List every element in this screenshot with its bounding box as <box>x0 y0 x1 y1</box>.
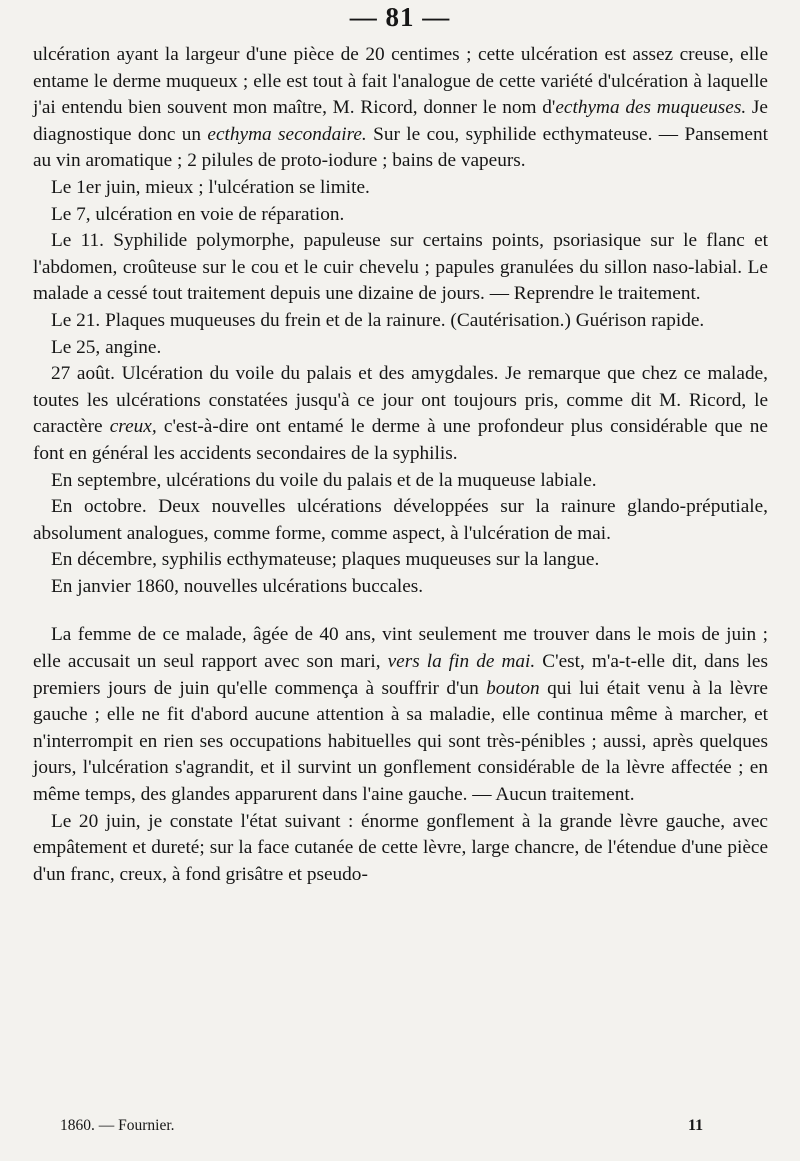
text-run: ulcération ayant la largeur d'une pièce de 20 centimes ; cette ulcération est assez creuse, elle entame le derme muqueux ; elle est tout à fait l'analogue de cette variété d'ulcération à laquelle j'ai entendu bien souvent mon maître, M. Ricord, donner le nom d' <box>33 44 768 119</box>
paragraph <box>33 228 768 308</box>
text-run: En octobre. Deux nouvelles ulcérations développées sur la rainure glando-préputiale, absolument analogues, comme forme, comme aspect, à l'ulcération de mai. <box>33 496 768 544</box>
text-run: Le 1er juin, mieux ; l'ulcération se limite. <box>51 176 370 198</box>
paragraph <box>33 202 768 229</box>
text-run: Le 11. Syphilide polymorphe, papuleuse sur certains points, psoriasique sur le flanc et l'abdomen, croûteuse sur le cou et le cuir chevelu ; papules granulées du sillon naso-labial. Le malade a cessé tout traitement depuis une dizaine de jours. — Reprendre le traitement. <box>33 230 768 305</box>
paragraph <box>33 809 768 889</box>
text-run: En septembre, ulcérations du voile du palais et de la muqueuse labiale. <box>51 469 597 491</box>
italic-text: bouton <box>486 677 540 699</box>
page-footer <box>0 1117 800 1145</box>
text-run: Je diagnostique donc un <box>33 97 768 145</box>
footer-sheet-number: 11 <box>688 1117 704 1134</box>
paragraph <box>33 622 768 808</box>
italic-text: ecthyma des muqueuses. <box>555 97 747 119</box>
paragraph <box>33 494 768 547</box>
page-number-header: — 81 — <box>349 2 451 32</box>
paragraph <box>33 42 768 175</box>
italic-text: creux, <box>109 416 157 438</box>
text-run: En janvier 1860, nouvelles ulcérations buccales. <box>51 575 424 597</box>
paragraph <box>33 361 768 467</box>
paragraph <box>33 335 768 362</box>
text-run: La femme de ce malade, âgée de 40 ans, vint seulement me trouver dans le mois de juin ; elle accusait un seul rapport avec son mari, <box>33 624 768 673</box>
text-run: En décembre, syphilis ecthymateuse; plaques muqueuses sur la langue. <box>51 549 600 571</box>
paragraph <box>33 175 768 202</box>
text-run: c'est-à-dire ont entamé le derme à une profondeur plus considérable que ne font en général les accidents secondaires de la syphilis. <box>33 416 768 464</box>
text-run: Le 7, ulcération en voie de réparation. <box>51 203 345 225</box>
paragraph <box>33 468 768 495</box>
text-run: Le 20 juin, je constate l'état suivant : énorme gonflement à la grande lèvre gauche, avec empâtement et dureté; sur la face cutanée de cette lèvre, large chancre, de l'étendue d'une pièce d'un franc, creux, à fond grisâtre et pseudo- <box>33 810 768 885</box>
footer-signature: 1860. — Fournier. <box>60 1117 175 1134</box>
paragraph-gap <box>33 600 768 622</box>
text-run: Sur le cou, syphilide ecthymateuse. — Pansement au vin aromatique ; 2 pilules de proto-iodure ; bains de vapeurs. <box>33 123 768 172</box>
text-run: 27 août. Ulcération du voile du palais et des amygdales. Je remarque que chez ce malade, toutes les ulcérations constatées jusqu'à ce jour ont toujours pris, comme dit M. Ricord, le caractère <box>33 363 768 438</box>
paragraph <box>33 308 768 335</box>
text-run: Le 25, angine. <box>51 336 162 358</box>
italic-text: vers la fin de mai. <box>387 651 536 673</box>
text-run: C'est, m'a-t-elle dit, dans les premiers jours de juin qu'elle commença à souffrir d'un <box>33 651 768 699</box>
text-run: qui lui était venu à la lèvre gauche ; elle ne fit d'abord aucune attention à sa maladie, elle continua même à marcher, et n'interrompit en rien ses occupations habituelles qui sont très-pénibles ; aussi, après quelques jours, l'ulcération s'agrandit, et il survint un gonflement considérable de la lèvre affectée ; en même temps, des glandes apparurent dans l'aine gauche. — Aucun traitement. <box>33 677 768 806</box>
body-text <box>33 42 768 888</box>
text-run: Le 21. Plaques muqueuses du frein et de la rainure. (Cautérisation.) Guérison rapide. <box>51 309 705 331</box>
italic-text: ecthyma secondaire. <box>207 123 367 145</box>
paragraph <box>33 574 768 601</box>
paragraph <box>33 547 768 574</box>
